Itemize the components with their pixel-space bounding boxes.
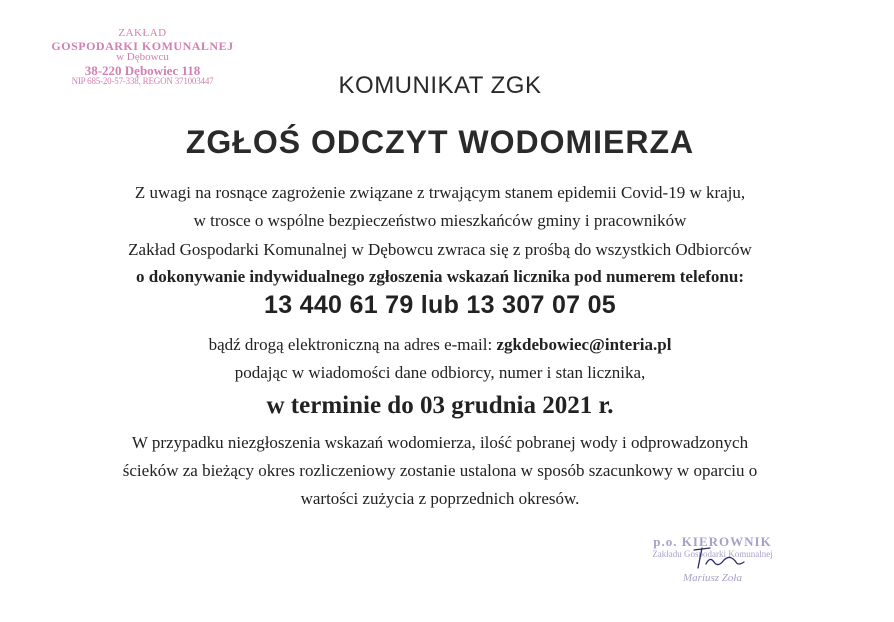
stamp-line-2: GOSPODARKI KOMUNALNEJ	[51, 38, 234, 53]
manager-stamp-org: Zakładu Gospodarki Komunalnej	[652, 548, 773, 559]
document-title: KOMUNIKAT ZGK	[338, 72, 542, 99]
document-headline: ZGŁOŚ ODCZYT WODOMIERZA	[185, 124, 695, 160]
paragraph-line-2: w trosce o wspólne bezpieczeństwo mieszkańców gminy i pracowników	[193, 211, 687, 230]
notice-line-2: ścieków za bieżący okres rozliczeniowy zostanie ustalona w sposób szacunkowy w oparciu o	[122, 461, 758, 480]
email-line	[0, 335, 880, 355]
deadline: w terminie do 03 grudnia 2021 r.	[266, 392, 614, 419]
paragraph-line-1: Z uwagi na rosnące zagrożenie związane z trwającym stanem epidemii Covid-19 w kraju,	[134, 183, 746, 202]
email-address: zgkdebowiec@interia.pl	[496, 335, 672, 354]
details-line: podając w wiadomości dane odbiorcy, numer i stan licznika,	[234, 363, 646, 382]
notice-line-3: wartości zużycia z poprzednich okresów.	[300, 489, 580, 508]
signature-mark	[680, 540, 760, 576]
manager-stamp-name: Mariusz Zoła	[683, 572, 742, 585]
stamp-line-4: 38-220 Dębowiec 118	[84, 62, 201, 78]
email-prefix: bądź drogą elektroniczną na adres e-mail:	[208, 335, 497, 354]
notice-line-1: W przypadku niezgłoszenia wskazań wodomierza, ilość pobranej wody i odprowadzonych	[131, 433, 749, 452]
stamp-line-1: ZAKŁAD	[118, 27, 167, 39]
phone-numbers: 13 440 61 79 lub 13 307 07 05	[263, 291, 617, 319]
paragraph-line-4: o dokonywanie indywidualnego zgłoszenia wskazań licznika pod numerem telefonu:	[136, 267, 744, 286]
paragraph-line-3: Zakład Gospodarki Komunalnej w Dębowcu zwraca się z prośbą do wszystkich Odbiorców	[128, 240, 752, 259]
manager-stamp-title: p.o. KIEROWNIK	[653, 534, 772, 549]
stamp-line-3: w Dębowcu	[116, 51, 169, 64]
stamp-line-5: NIP 685-20-57-338, REGON 371003447	[71, 76, 214, 87]
